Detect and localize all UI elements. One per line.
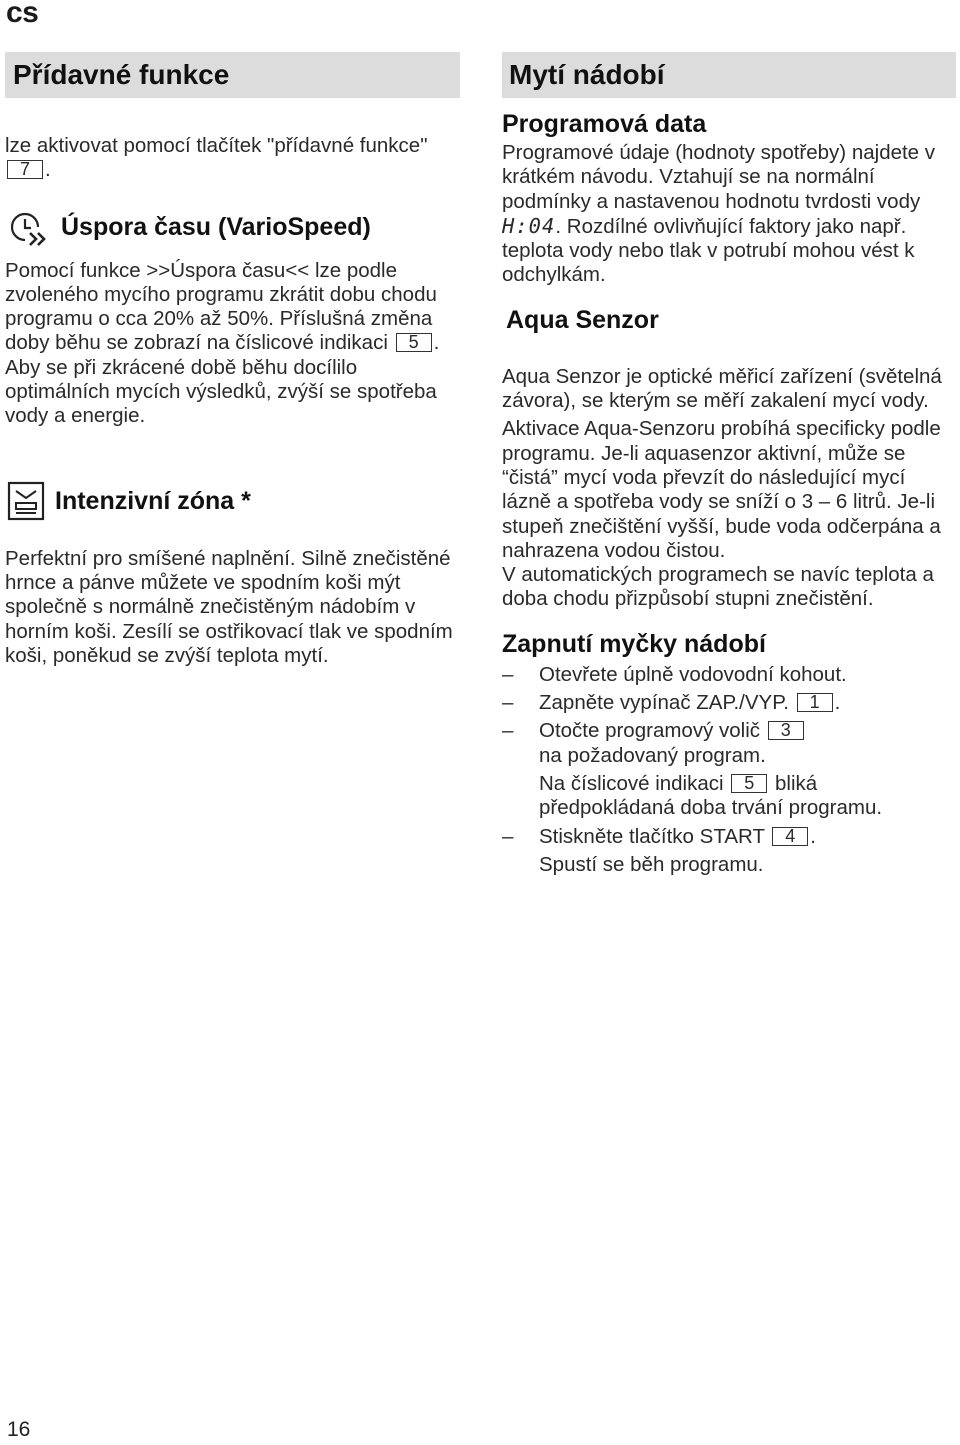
aqua-sensor-title: Aqua Senzor (506, 305, 659, 334)
list-dash: – (502, 719, 514, 743)
variospeed-text-a: Pomocí funkce >>Úspora času<< lze podle zvoleného mycího programu zkrátit dobu chodu programu o cca 20% až 50%. Příslušná změna doby běhu se zobrazí na číslicové indikaci (5, 258, 437, 355)
list-item (502, 663, 956, 687)
right-column (502, 52, 956, 877)
section-header-title: Mytí nádobí (509, 59, 665, 90)
button-key-5: 5 (396, 333, 432, 352)
aqua-sensor-p1: Aqua Senzor je optické měřicí zařízení (světelná závora), se kterým se měří zakalení mycí vody. (502, 364, 942, 413)
clock-fast-icon (7, 207, 55, 249)
aqua-sensor-p3: V automatických programech se navíc teplota a doba chodu přizpůsobí stupni znečistění. (502, 563, 934, 611)
step-3-text-c: Na číslicové indikaci (539, 771, 724, 795)
step-1-text: Otevřete úplně vodovodní kohout. (539, 662, 847, 686)
section-header-additional-functions (5, 52, 460, 98)
aqua-sensor-p2: Aktivace Aqua-Senzoru probíhá specificky podle programu. Je-li aquasenzor aktivní, může se “čistá” mycí voda převzít do následující mycí lázně a spotřeba vody se sníží o 3 – 6 litrů. Je-li stupeň znečištění vyšší, bude voda odčerpána a nahrazena vodou čistou. (502, 417, 941, 562)
variospeed-text (5, 259, 460, 429)
variospeed-text-b: . Aby se při zkrácené době běhu docílilo optimálních mycích výsledků, zvýší se spotřeba vody a energie. (5, 331, 440, 428)
intensive-text: Perfektní pro smíšené naplnění. Silně znečistěné hrnce a pánve můžete ve spodním koši mýt společně s normálně znečistěným nádobím v horním koši. Zesílí se ostřikovací tlak ve spodním koši, poněkud se zvýší teplota mytí. (5, 546, 453, 667)
step-3-note (539, 772, 956, 821)
program-data-text (502, 141, 956, 288)
step-4-text: Stiskněte tlačítko START (539, 824, 765, 848)
program-data-text-a: Programové údaje (hodnoty spotřeby) najdete v krátkém návodu. Vztahují se na normální podmínky a nastavenou hodnotu tvrdosti vody (502, 141, 936, 213)
list-dash: – (502, 662, 514, 686)
step-2-end: . (834, 691, 841, 715)
language-code: cs (6, 0, 39, 29)
intro-text: lze aktivovat pomocí tlačítek "přídavné funkce" (5, 134, 428, 157)
step-3-text-d: bliká předpokládaná doba trvání programu. (539, 771, 883, 820)
section-header-title: Přídavné funkce (13, 59, 230, 90)
water-hardness-display: H:04 (502, 213, 556, 238)
intro-paragraph (5, 134, 460, 183)
startup-title: Zapnutí myčky nádobí (502, 629, 766, 658)
intensive-zone-icon (7, 481, 47, 523)
step-3-text-b: na požadovaný program. (539, 743, 766, 767)
button-key-3: 3 (768, 721, 804, 740)
page-number: 16 (7, 1418, 31, 1441)
left-column (5, 52, 460, 668)
program-data-title: Programová data (502, 110, 707, 138)
section-header-washing (502, 52, 956, 98)
display-key-5: 5 (731, 774, 767, 793)
startup-steps (502, 663, 956, 877)
variospeed-heading (5, 207, 460, 249)
intro-text-end: . (45, 158, 51, 182)
variospeed-title: Úspora času (VarioSpeed) (61, 213, 371, 242)
step-4-end: . (810, 824, 816, 848)
intensive-heading (5, 481, 460, 523)
intensive-title: Intenzivní zóna * (55, 487, 251, 516)
button-key-7: 7 (7, 160, 43, 179)
list-dash: – (502, 824, 514, 848)
button-key-4: 4 (772, 827, 808, 846)
list-item (502, 825, 956, 878)
list-dash: – (502, 691, 514, 715)
step-3-text: Otočte programový volič (539, 719, 761, 743)
program-data-text-b: . Rozdílné ovlivňující faktory jako např. teplota vody nebo tlak v potrubí mohou vést k odchylkám. (502, 214, 915, 287)
step-2-text: Zapněte vypínač ZAP./VYP. (539, 691, 789, 715)
button-key-1: 1 (797, 693, 833, 712)
list-item (502, 691, 956, 715)
step-4-note: Spustí se běh programu. (539, 852, 764, 876)
list-item (502, 719, 956, 820)
